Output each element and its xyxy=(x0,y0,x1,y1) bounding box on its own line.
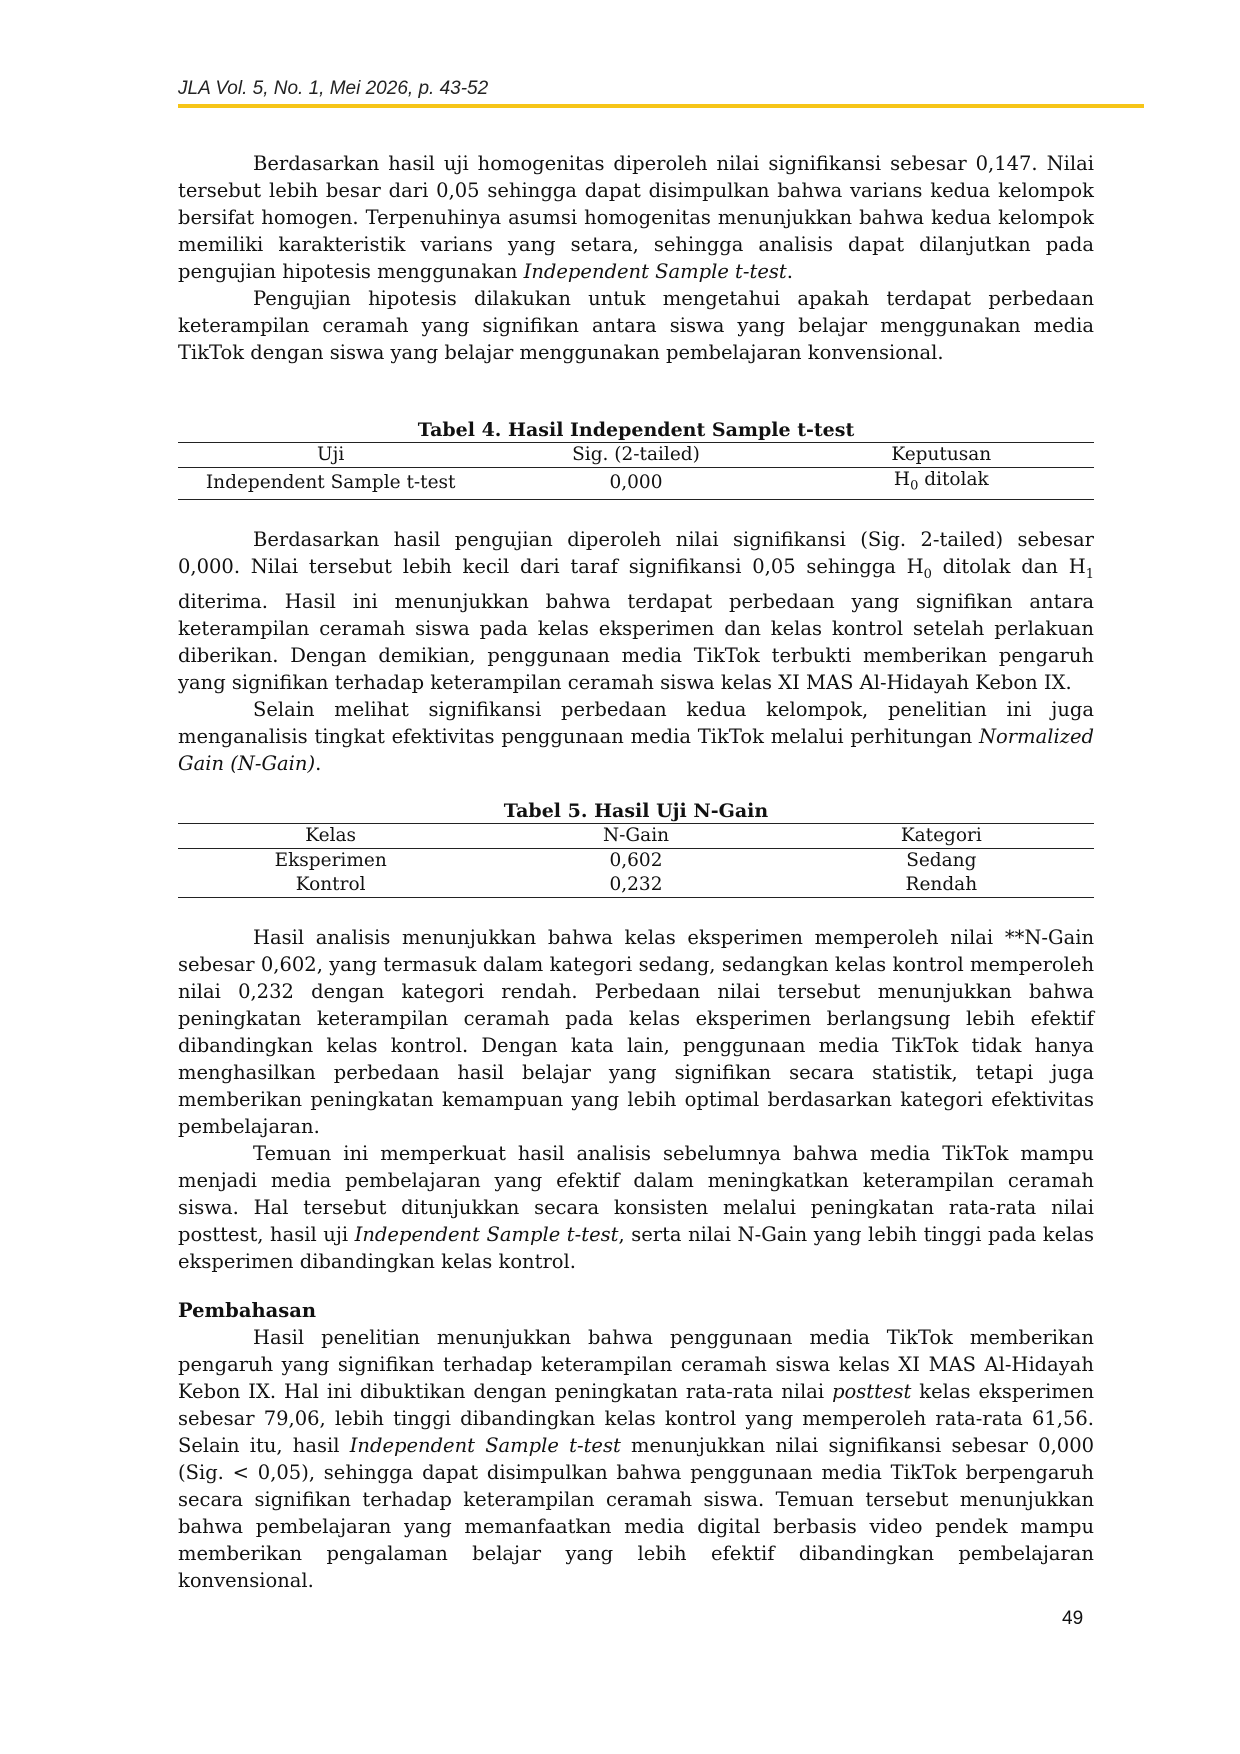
table-cell: Independent Sample t-test xyxy=(205,472,456,494)
emphasis-text: posttest xyxy=(832,1379,912,1403)
spacer xyxy=(178,898,1094,924)
paragraph-result-ttest xyxy=(178,526,1094,696)
table-row xyxy=(178,873,1094,898)
table-header-cell: Kategori xyxy=(900,824,982,846)
table-cell: 0,232 xyxy=(609,873,663,895)
table4 xyxy=(178,442,1094,500)
table-cell: 0,000 xyxy=(609,472,663,494)
table-cell: Eksperimen xyxy=(274,849,387,871)
table-cell: Kontrol xyxy=(295,873,366,895)
table5 xyxy=(178,823,1094,898)
table-cell: Rendah xyxy=(905,873,978,895)
paragraph-text: . xyxy=(315,751,322,775)
spacer xyxy=(178,500,1094,526)
emphasis-text: Normalized Gain (N-Gain) xyxy=(178,724,1094,775)
paragraph-text: Selain melihat signifikansi perbedaan kedua kelompok, penelitian ini juga menganalisis tingkat efektivitas penggunaan media TikTok melalui perhitungan xyxy=(178,697,1094,748)
paragraph-text: , serta nilai N-Gain yang lebih tinggi pada kelas eksperimen dibandingkan kelas kontrol. xyxy=(178,1222,1094,1273)
paragraph-ngain-intro xyxy=(178,696,1094,777)
emphasis-text: Independent Sample t-test xyxy=(354,1222,619,1246)
paragraph-hypothesis: Pengujian hipotesis dilakukan untuk mengetahui apakah terdapat perbedaan keterampilan ceramah yang signifikan antara siswa yang belajar menggunakan media TikTok dengan siswa yang belajar menggunakan pembelajaran konvensional. xyxy=(178,287,1094,364)
page-number: 49 xyxy=(1062,1608,1084,1629)
emphasis-text: Independent Sample t-test xyxy=(349,1433,621,1457)
table-header-cell: Kelas xyxy=(305,824,357,846)
emphasis-text: Independent Sample t-test xyxy=(523,260,787,283)
cell-text: ditolak xyxy=(918,469,989,490)
paragraph-text: menunjukkan nilai signifikansi sebesar 0,000 (Sig. < 0,05), sehingga dapat disimpulkan bahwa penggunaan media TikTok berpengaruh secara signifikan terhadap keterampilan ceramah siswa. Temuan tersebut menunjukkan bahwa pembelajaran yang memanfaatkan media digital berbasis video pendek mampu memberikan pengalaman belajar yang lebih efektif dibandingkan pembelajaran konvensional. xyxy=(178,1433,1095,1592)
subscript: 0 xyxy=(910,478,919,494)
paragraph-text: Berdasarkan hasil uji homogenitas diperoleh nilai signifikansi sebesar 0,147. Nilai tersebut lebih besar dari 0,05 sehingga dapat disimpulkan bahwa varians kedua kelompok bersifat homogen. Terpenuhinya asumsi homogenitas menunjukkan bahwa kedua kelompok memiliki karakteristik varians yang setara, sehingga analisis dapat dilanjutkan pada pengujian hipotesis menggunakan xyxy=(178,152,1094,283)
table-cell: Sedang xyxy=(906,849,977,871)
cell-text: H xyxy=(893,469,911,490)
spacer xyxy=(178,1275,1094,1297)
table-header-row xyxy=(178,823,1094,848)
paragraph-text: Berdasarkan hasil pengujian diperoleh nilai signifikansi (Sig. 2-tailed) sebesar 0,000. Nilai tersebut lebih kecil dari taraf signifikansi 0,05 sehingga H xyxy=(178,527,1094,578)
page-content xyxy=(178,150,1094,1594)
subscript: 1 xyxy=(1085,566,1094,582)
paragraph-text: Temuan ini memperkuat hasil analisis sebelumnya bahwa media TikTok mampu menjadi media pembelajaran yang efektif dalam meningkatkan keterampilan ceramah siswa. Hal tersebut ditunjukkan secara konsisten melalui peningkatan rata-rata nilai posttest, hasil uji xyxy=(178,1141,1094,1246)
table-header-row xyxy=(178,443,1094,468)
paragraph-findings xyxy=(178,1140,1094,1275)
table5-caption: Tabel 5. Hasil Uji N-Gain xyxy=(503,799,769,822)
table-row xyxy=(178,468,1094,500)
spacer xyxy=(178,366,1094,418)
table-cell xyxy=(789,468,1094,500)
table-header-cell: N-Gain xyxy=(602,824,670,846)
table-header-cell: Sig. (2-tailed) xyxy=(572,444,700,465)
subscript: 0 xyxy=(923,566,932,582)
table4-caption: Tabel 4. Hasil Independent Sample t-test xyxy=(417,419,855,441)
section-heading: Pembahasan xyxy=(178,1298,317,1322)
header-rule xyxy=(178,104,1144,108)
table-cell: 0,602 xyxy=(609,849,663,871)
spacer xyxy=(178,777,1094,799)
paragraph-text: ditolak dan H xyxy=(931,554,1086,578)
paragraph-text: Hasil penelitian menunjukkan bahwa penggunaan media TikTok memberikan pengaruh yang signifikan terhadap keterampilan ceramah siswa kelas XI MAS Al-Hidayah Kebon IX. Hal ini dibuktikan dengan peningkatan rata-rata nilai xyxy=(178,1325,1094,1403)
table-header-cell: Keputusan xyxy=(891,444,992,465)
paragraph-homogeneity xyxy=(178,150,1094,285)
paragraph-text: kelas eksperimen sebesar 79,06, lebih tinggi dibandingkan kelas kontrol yang memperoleh rata-rata 61,56. Selain itu, hasil xyxy=(178,1379,1095,1457)
table-header-cell: Uji xyxy=(317,444,345,465)
paragraph-discussion xyxy=(178,1324,1094,1594)
running-head: JLA Vol. 5, No. 1, Mei 2026, p. 43-52 xyxy=(178,78,489,99)
paragraph-text: . xyxy=(786,260,793,283)
paragraph-ngain-analysis: Hasil analisis menunjukkan bahwa kelas eksperimen memperoleh nilai **N-Gain sebesar 0,602, yang termasuk dalam kategori sedang, sedangkan kelas kontrol memperoleh nilai 0,232 dengan kategori rendah. Perbedaan nilai tersebut menunjukkan bahwa peningkatan keterampilan ceramah pada kelas eksperimen berlangsung lebih efektif dibandingkan kelas kontrol. Dengan kata lain, penggunaan media TikTok tidak hanya menghasilkan perbedaan hasil belajar yang signifikan secara statistik, tetapi juga memberikan peningkatan kemampuan yang lebih optimal berdasarkan kategori efektivitas pembelajaran. xyxy=(178,925,1094,1138)
paragraph-text: diterima. Hasil ini menunjukkan bahwa terdapat perbedaan yang signifikan antara keterampilan ceramah siswa pada kelas eksperimen dan kelas kontrol setelah perlakuan diberikan. Dengan demikian, penggunaan media TikTok terbukti memberikan pengaruh yang signifikan terhadap keterampilan ceramah siswa kelas XI MAS Al-Hidayah Kebon IX. xyxy=(178,589,1094,694)
table-row xyxy=(178,848,1094,873)
